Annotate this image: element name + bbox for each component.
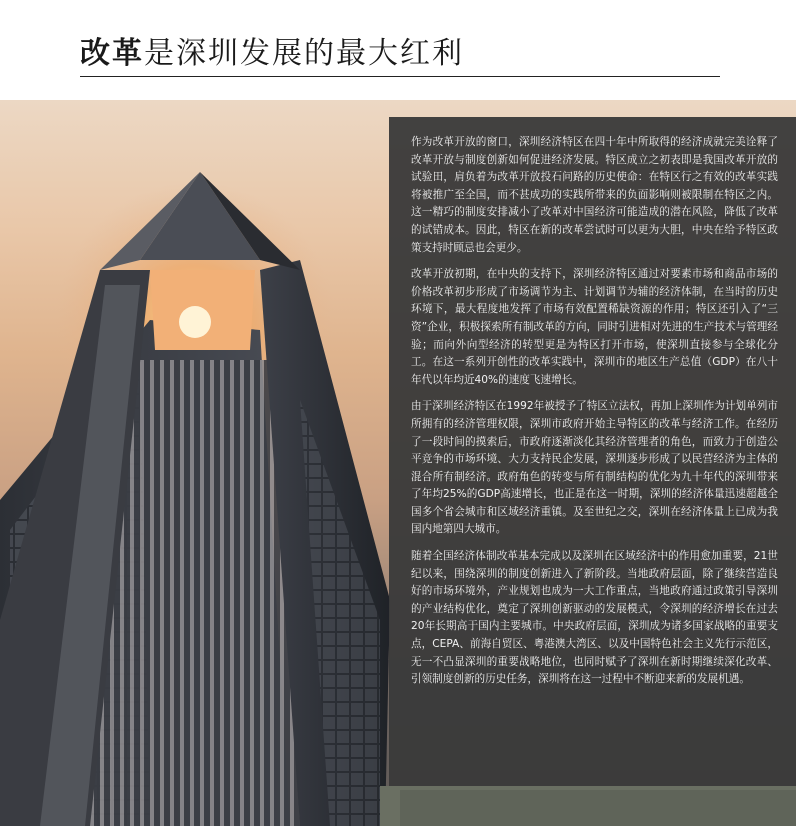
article-paragraph-2: 改革开放初期，在中央的支持下，深圳经济特区通过对要素市场和商品市场的价格改革初步形成了市场调节为主、计划调节为辅的经济体制，在当时的历史环境下，最大程度地发挥了市场有效配置稀缺资源的作用；特区还引入了“三资”企业，积极探索所有制改革的方向，同时引进相对先进的生产技术与管理经验；而向外向型经济的转型更是为特区打开市场，使深圳直接参与全球化分工。在这一系列开创性的改革实践中，深圳市的地区生产总值（GDP）在八十年代以年均近40%的速度飞速增长。 [411,268,778,386]
title-area [0,0,796,100]
article-paragraph-3: 由于深圳经济特区在1992年被授予了特区立法权，再加上深圳作为计划单列市所拥有的经济管理权限，深圳市政府开始主导特区的改革与经济工作。在经历了一段时间的摸索后，市政府逐渐淡化其经济管理者的角色，而致力于创造公平竞争的市场环境、大力支持民企发展，深圳逐步形成了以民营经济为主体的混合所有制经济。政府角色的转变与所有制结构的优化为九十年代的深圳带来了年均25%的GDP高速增长，也正是在这一时期，深圳的经济体量迅速超越全国多个省会城市和区域经济重镇。及至世纪之交，深圳在经济体量上已成为我国内地第四大城市。 [411,400,778,536]
title-divider [80,76,720,77]
page-title-bold: 改革 [80,36,144,71]
page-title [80,28,464,72]
article-paragraph-4: 随着全国经济体制改革基本完成以及深圳在区域经济中的作用愈加重要，21世纪以来，围绕深圳的制度创新进入了新阶段。当地政府层面，除了继续营造良好的市场环境外，产业规划也成为一大工作重点，当地政府通过政策引导深圳的产业结构优化，奠定了深圳创新驱动的发展模式，令深圳的经济增长在过去20年长期高于国内主要城市。中央政府层面，深圳成为诸多国家战略的重要支点，CEPA、前海自贸区、粤港澳大湾区、以及中国特色社会主义先行示范区，无一不凸显深圳的重要战略地位，也同时赋予了深圳在新时期继续深化改革、引领制度创新的历史任务，深圳将在这一过程中不断迎来新的发展机遇。 [411,550,778,686]
page-title-rest: 是深圳发展的最大红利 [144,36,464,71]
article-panel [389,117,796,786]
article-paragraph-1: 作为改革开放的窗口，深圳经济特区在四十年中所取得的经济成就完美诠释了改革开放与制度创新如何促进经济发展。特区成立之初表即是我国改革开放的试验田，肩负着为改革开放投石问路的历史使命：在特区行之有效的改革实践将被推广至全国，而不甚成功的实践所带来的负面影响则被限制在特区之内。这一精巧的制度安排减小了改革对中国经济可能造成的潜在风险，降低了改革的试错成本。因此，特区在新的改革尝试时可以更为大胆，中央在给予特区政策支持时顾忌也会更少。 [411,136,778,254]
